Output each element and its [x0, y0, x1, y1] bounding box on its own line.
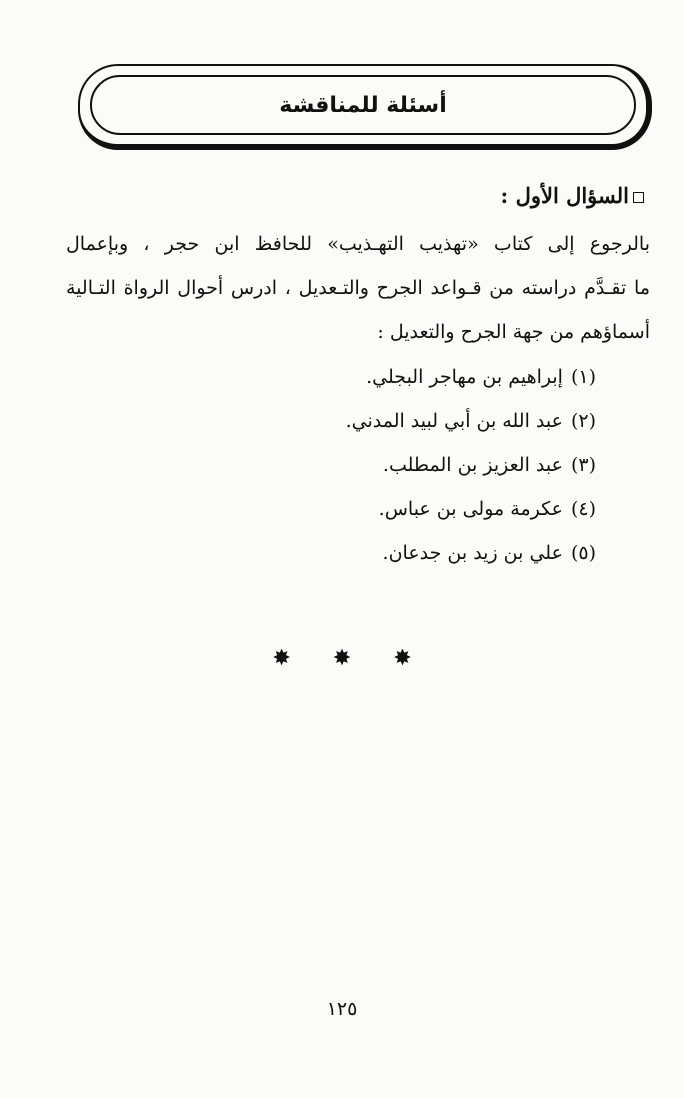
star-icon: ✸ — [272, 646, 291, 671]
item-number: (١) — [570, 366, 596, 388]
item-number: (٤) — [570, 498, 596, 520]
list-item — [66, 355, 596, 399]
item-number: (٣) — [570, 454, 596, 476]
page-title: أسئلة للمناقشة — [279, 92, 447, 118]
square-bullet-icon — [633, 192, 644, 203]
main-content — [66, 176, 650, 575]
item-number: (٥) — [570, 542, 596, 564]
question-heading — [66, 176, 650, 216]
item-text: علي بن زيد بن جدعان. — [382, 542, 563, 564]
item-text: إبراهيم بن مهاجر البجلي. — [366, 366, 563, 388]
star-icon: ✸ — [332, 646, 352, 671]
paragraph-line: ما تقـدَّم دراسته من قـواعد الجرح والتـعديل ، ادرس أحوال الرواة التـالية — [66, 277, 650, 299]
question-label: السؤال الأول : — [500, 183, 629, 208]
list-item — [66, 531, 596, 575]
item-text: عبد الله بن أبي لبيد المدني. — [345, 410, 563, 432]
list-item — [66, 443, 596, 487]
title-inner-frame — [90, 75, 636, 135]
question-paragraph — [66, 222, 650, 354]
paragraph-line: أسماؤهم من جهة الجرح والتعديل : — [377, 321, 650, 343]
section-separator — [0, 646, 684, 672]
list-item — [66, 487, 596, 531]
item-number: (٢) — [570, 410, 596, 432]
title-frame — [78, 64, 652, 150]
item-text: عكرمة مولى بن عباس. — [378, 498, 563, 520]
page-number: ١٢٥ — [326, 998, 358, 1020]
star-icon: ✸ — [393, 646, 412, 671]
narrators-list — [66, 355, 650, 575]
paragraph-line: بالرجوع إلى كتاب «تهذيب التهـذيب» للحافظ ابن حجر ، وبإعمال — [66, 233, 650, 255]
item-text: عبد العزيز بن المطلب. — [382, 454, 563, 476]
list-item — [66, 399, 596, 443]
